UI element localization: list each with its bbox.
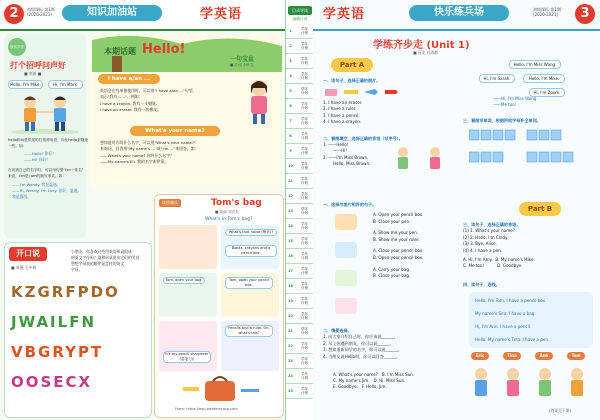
kids-matching-illustration — [471, 364, 595, 404]
newspaper-logo: 学英语 — [200, 7, 243, 22]
question-6: 三、读句子，选择正确的答语。 (1) 1. What's your name? (2) 2. Hello, I'm Cindy. (3) 3. Bye, Alice. (4) 4. I have a pen. A. Hi, I'm Amy. B. My name's Mike. C. Me too! D. Goodbye. — [463, 222, 535, 269]
girl-illustration — [240, 76, 278, 126]
crayon-icon — [383, 86, 399, 98]
header-rule — [313, 29, 600, 31]
toc-column — [285, 0, 315, 420]
open-mouth-title: 开口说 — [9, 247, 47, 261]
toc-row: 7 学年 计划 — [286, 114, 314, 129]
left-page — [0, 0, 285, 420]
alphabet-row: VBGRYPT — [11, 343, 104, 361]
toc-row: 4 学年 计划 — [286, 69, 314, 84]
bag-illustration — [175, 375, 265, 403]
issue-info: 初级课标 第1期 (2020-2021) — [27, 7, 55, 17]
question-7: 四、读句子，连线。 — [463, 282, 500, 287]
question-5-options: A. What's your name? B. I'm Miss Sun. C. My name's Jim. D. Hi, Miss Sun. E. Goodbye. F. Hello, Jim. — [333, 372, 415, 390]
toc-row: 13 学年 计划 — [286, 204, 314, 219]
alphabet-row: OOSECX — [11, 373, 93, 391]
greeting-dialog-1: ——Hello! 你好！ ——Hi! 你好！ — [24, 151, 57, 162]
topic-hello: Hello! — [142, 42, 186, 57]
comic-frame — [159, 225, 217, 269]
right-header — [313, 0, 600, 30]
part-b-label: Part B — [519, 202, 561, 216]
section-title: 知识加油站 — [62, 5, 162, 21]
toc-row: 16 学年 计划 — [286, 249, 314, 264]
topic-section — [90, 34, 282, 190]
toc-row: 23 学年 计划 — [286, 354, 314, 369]
q4-pictures — [327, 212, 367, 320]
matching-sentences — [469, 292, 593, 348]
kids-illustration — [10, 92, 80, 134]
greeting-section — [4, 34, 89, 238]
toc-row: 17 学年 计划 — [286, 264, 314, 279]
speech-bubble: Hello, I'm Mike. — [523, 74, 565, 83]
open-mouth-author: ■ 周薇 王冬梅 — [11, 265, 36, 270]
greeting-author: ■ 李娟 ■ — [24, 71, 42, 76]
topic-sub-2: What's your name? — [130, 126, 220, 136]
toc-row: 5 学年 计划 — [286, 84, 314, 99]
toc-row: 19 学年 计划 — [286, 294, 314, 309]
toms-bag-label: 读图趣谈 — [159, 199, 181, 207]
page-number: 2 — [4, 4, 24, 24]
toc-row: 1 学年 计划 — [286, 24, 314, 39]
name-tag: Tom — [567, 352, 585, 360]
toc-row: 22 学年 计划 — [286, 339, 314, 354]
issue-info: 初级课标 第1期 (2020-2021) — [533, 7, 561, 17]
greeting-dialog-2: ——I'm Wendy. 我是温迪。 ——Hi, Wendy. I'm Lucy. 你好，温迪。 我是露西。 — [12, 182, 82, 199]
part-a-label: Part A — [331, 58, 373, 72]
toms-bag-section — [154, 194, 284, 418]
toc-sub: 编辑计划 — [292, 17, 308, 21]
toms-bag-footer: From: https://esp.wstdedu.org.com — [175, 407, 238, 411]
question-2: 二、看图填空，选择正确的答语（写序号）。 1. ——Hello! ——Hi! 2. ——I'm Miss Brown. Hello, Miss Brown. — [323, 136, 403, 166]
toc-row: 9 学年 计划 — [286, 144, 314, 159]
section-title: 快乐练兵场 — [409, 5, 509, 21]
comic-bubble: Tom, open your pencil box. — [225, 277, 273, 289]
open-mouth-section — [4, 242, 152, 418]
comic-bubble: It's my pencil sharpener (卷笔刀)! — [163, 351, 211, 363]
left-header — [0, 0, 285, 30]
question-1: 一、读句子，选择正确的图片。 1. I have an eraser. 2. I have a ruler. 3. I have a pencil. 4. I have a crayon. — [323, 78, 399, 125]
topic-sub-1: I have a/an ... — [98, 74, 160, 84]
gem-author: ■ 江西 李叶文 — [230, 63, 254, 67]
name-tags — [471, 352, 585, 360]
comic-bubble: Books, crayons and a pencil box. — [225, 245, 277, 257]
toc-row: 3 学年 计划 — [286, 54, 314, 69]
toc-head: 目录导读 — [288, 6, 312, 15]
open-mouth-text: 小朋友，你喜欢这些用英语单词组成 的英文字母吗？请和同桌说出它们的发音， 想想字母表的顺序是怎样的英文 字母。 — [71, 249, 144, 272]
answer-note: (答案见下期) — [549, 408, 571, 413]
comic-bubble: What's that noise (噪音)? — [225, 229, 277, 236]
greeting-body-2: 在说到自己的名字时，可以用句型"I'm＋姓名" 来说，I'm是I am的缩写形式。如： — [8, 168, 84, 178]
topic-sub-1-body: 英语会在有单独使用时，可以用"I have a/an ..."句型。 表示"我有……"。例如： I have a crayon. 我有一支蜡笔。 I have an eraser. 我有一块橡皮。 — [100, 88, 197, 113]
name-tag: Ann — [535, 352, 553, 360]
name-tag: Tina — [503, 352, 521, 360]
practice-author: ■ 河北 杜涛群 — [413, 50, 438, 55]
word-blocks — [469, 128, 589, 174]
speech-bubble: Hi, I'm Zoom. — [529, 88, 565, 97]
name-tag: Eric — [471, 352, 489, 360]
toms-bag-title: Tom's bag — [211, 198, 262, 208]
ruler-icon — [343, 86, 359, 98]
toc-row: 11 学年 计划 — [286, 174, 314, 189]
toc-row: 15 学年 计划 — [286, 234, 314, 249]
question-4-options: A. Open your pencil box. B. Close your pen. A. Show me your pen. B. Show me your ruler. A. Close your pencil box. B. Open your pencil box. A. Carry your bag. B. Close your bag. — [373, 212, 424, 279]
toc-row: 21 学年 计划 — [286, 324, 314, 339]
newspaper-logo: 学英语 — [323, 7, 366, 22]
right-page — [313, 0, 600, 420]
greeting-title: 打个招呼问声好 — [10, 61, 66, 70]
topic-label: 本期话题 — [104, 47, 136, 56]
speech-bubble: Hello, I'm Mike. — [8, 80, 43, 89]
practice-title: 学练齐步走 (Unit 1) — [373, 40, 470, 51]
question-5: 二、情景选择。 1. 向大家介绍自己时，你应该说______。 2. 早上你遇到朋友，你可以说______。 3. 想知道新同学的名字，你可以说______。 4. 当朋友说Hello时，你可以回答______。 — [323, 328, 402, 359]
question-4: 一、选择与图片相符的句子。 — [323, 202, 377, 207]
toc-row: 18 学年 计划 — [286, 279, 314, 294]
greeting-body: hello和hi是常见的打招呼用语，向比hello更随意 一些。如： — [8, 138, 89, 148]
greeting-tag: 快乐学堂 — [8, 38, 26, 56]
speech-bubble: Hi, I'm Sarah. — [479, 74, 515, 83]
toc-row: 25 学年 计划 — [286, 384, 314, 399]
eraser-icon — [323, 86, 339, 98]
header-rule — [0, 29, 285, 31]
toc-row: 8 学年 计划 — [286, 129, 314, 144]
alphabet-row: JWAILFN — [11, 313, 97, 331]
question-3: 三、看图写单词，根据所给字母补全单词。 — [463, 118, 541, 123]
alphabet-row: KZGRFPDO — [11, 283, 120, 301]
children-illustration — [389, 144, 453, 174]
toc-row: 10 学年 计划 — [286, 159, 314, 174]
toc-row: 6 学年 计划 — [286, 99, 314, 114]
dialog: ——Hi, I'm Miss Wang. ——Me too! — [493, 96, 538, 107]
pencil-icon — [363, 86, 379, 98]
page-number: 3 — [575, 4, 595, 24]
toms-bag-header: What's in Tom's bag? — [205, 217, 253, 222]
toms-bag-author: ■ 周丽 刘宏大 — [215, 210, 239, 214]
toc-row: 2 学年 计划 — [286, 39, 314, 54]
matching-list: Hello, I'm Tom. I have a pencil box. My name's Sira. I have a bag. Hi, I'm Ann. I have a pencil. Hello. My name's Tina. I have a pen. — [475, 298, 550, 342]
gem-title: 一句宝盆 — [230, 56, 255, 63]
comic-bubble: Tom, open your bag. — [163, 277, 205, 284]
toc-row: 14 学年 计划 — [286, 219, 314, 234]
speech-bubble: Hello, I'm Miss Wang. — [509, 60, 561, 69]
toc-row: 20 学年 计划 — [286, 309, 314, 324]
speech-bubble: Hi, I'm Mark. — [48, 80, 83, 89]
toc-list — [286, 24, 314, 399]
comic-bubble: Pencils and a ruler. Oh, what's this? — [225, 325, 273, 337]
comic-frame — [159, 321, 217, 371]
toc-row: 24 学年 计划 — [286, 369, 314, 384]
topic-sub-2-body: 想知道对方叫什么名字，可以用"What's your name?" 来询问，回答用"My name's ..."或"I'm ..."来回答。如： ——What's your name? 你叫什么名字？ ——My name's Eli. 我的名字叫伊莱。 — [100, 140, 199, 165]
toc-row: 12 学年 计划 — [286, 189, 314, 204]
picture-choices — [323, 86, 399, 98]
